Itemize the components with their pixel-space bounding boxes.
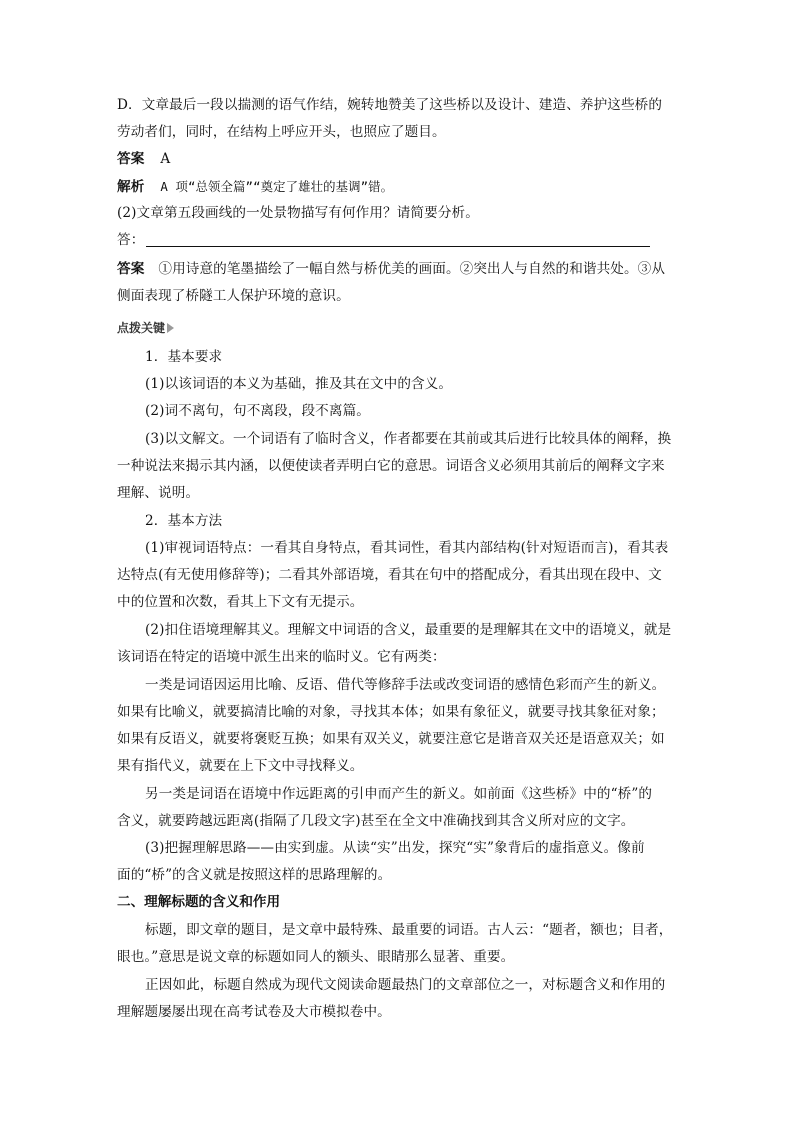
q2-answer-line-2: 侧面表现了桥隧工人保护环境的意识。 [117,288,350,304]
answer-text-1: ①用诗意的笔墨描绘了一幅自然与桥优美的画面。②突出人与自然的和谐共处。③从 [158,261,666,277]
q2-answer-line-1 [117,256,677,283]
triangle-icon [167,323,174,333]
category-2-l1: 另一类是词语在语境中作远距离的引申而产生的新义。如前面《这些桥》中的“桥”的 [145,786,653,802]
answer-label-2: 答案 [117,261,145,277]
q1-analysis [117,173,677,201]
category-1-l3: 如果有反语义，就要将褒贬互换；如果有双关义，就要注意它是谐音双关还是语意双关；如 [117,731,665,747]
answer-blank-line [146,228,650,247]
method-1-l1: (1)审视词语特点：一看其自身特点，看其词性，看其内部结构(针对短语而言)，看其表 [145,540,669,556]
category-1-l2: 如果有比喻义，就要搞清比喻的对象，寻找其本体；如果有象征义，就要寻找其象征对象； [117,704,665,720]
reply-label: 答： [117,232,145,248]
method-2-l1: (2)扣住语境理解其义。理解文中词语的含义，最重要的是理解其在文中的语境义，就是 [145,622,672,638]
answer-value: A [160,151,171,167]
basic-req-item-3-l1: (3)以文解文。一个词语有了临时含义，作者都要在其前或其后进行比较具体的阐释，换 [145,431,672,447]
basic-req-title: 1．基本要求 [145,349,223,365]
basic-req-item-2: (2)词不离句，句不离段，段不离篇。 [145,403,370,419]
basic-req-item-1: (1)以该词语的本义为基础，推及其在文中的含义。 [145,376,453,392]
key-tag-label: 点拨关键 [117,321,166,335]
basic-req-item-3-l3: 理解、说明。 [117,485,200,501]
section2-p1-l2: 眼也。”意思是说文章的标题如同人的额头、眼睛那么显著、重要。 [117,949,515,965]
method-3-l2: 面的“桥”的含义就是按照这样的思路理解的。 [117,867,392,883]
section-heading: 二、理解标题的含义和作用 [117,894,281,910]
category-1-l1: 一类是词语因运用比喻、反语、借代等修辞手法或改变词语的感情色彩而产生的新义。 [145,677,666,693]
method-2-l2: 该词语在特定的语境中派生出来的临时义。它有两类： [117,649,446,665]
method-3-l1: (3)把握理解思路——由实到虚。从读“实”出发，探究“实”象背后的虚指意义。像前 [145,840,645,856]
method-1-l3: 中的位置和次数，看其上下文有无提示。 [117,594,364,610]
category-1-l4: 果有指代义，就要在上下文中寻找释义。 [117,758,364,774]
key-tag [117,318,174,338]
option-d-line-1: D．文章最后一段以揣测的语气作结，婉转地赞美了这些桥以及设计、建造、养护这些桥的 [117,97,663,113]
section2-p2-l1: 正因如此，标题自然成为现代文阅读命题最热门的文章部位之一，对标题含义和作用的 [145,977,666,993]
q2-question: (2)文章第五段画线的一处景物描写有何作用？请简要分析。 [117,205,479,221]
analysis-label: 解析 [117,179,145,195]
option-d-line-2: 劳动者们，同时，在结构上呼应开头，也照应了题目。 [117,124,446,140]
basic-req-item-3-l2: 一种说法来揭示其内涵，以便使读者弄明白它的意思。词语含义必须用其前后的阐释文字来 [117,458,665,474]
section2-p2-l2: 理解题屡屡出现在高考试卷及大市模拟卷中。 [117,1004,391,1020]
section2-p1-l1: 标题，即文章的题目，是文章中最特殊、最重要的词语。古人云：“题者，额也；目者， [145,922,673,938]
answer-label: 答案 [117,151,145,167]
analysis-text: A 项“总领全篇”“奠定了雄壮的基调”错。 [160,179,394,194]
q2-reply [117,227,677,254]
category-2-l2: 含义，就要跨越远距离(指隔了几段文字)甚至在全文中准确找到其含义所对应的文字。 [117,813,635,829]
basic-method-title: 2．基本方法 [145,513,223,529]
method-1-l2: 达特点(有无使用修辞等)；二看其外部语境，看其在句中的搭配成分，看其出现在段中、文 [117,567,662,583]
q1-answer [117,146,677,173]
